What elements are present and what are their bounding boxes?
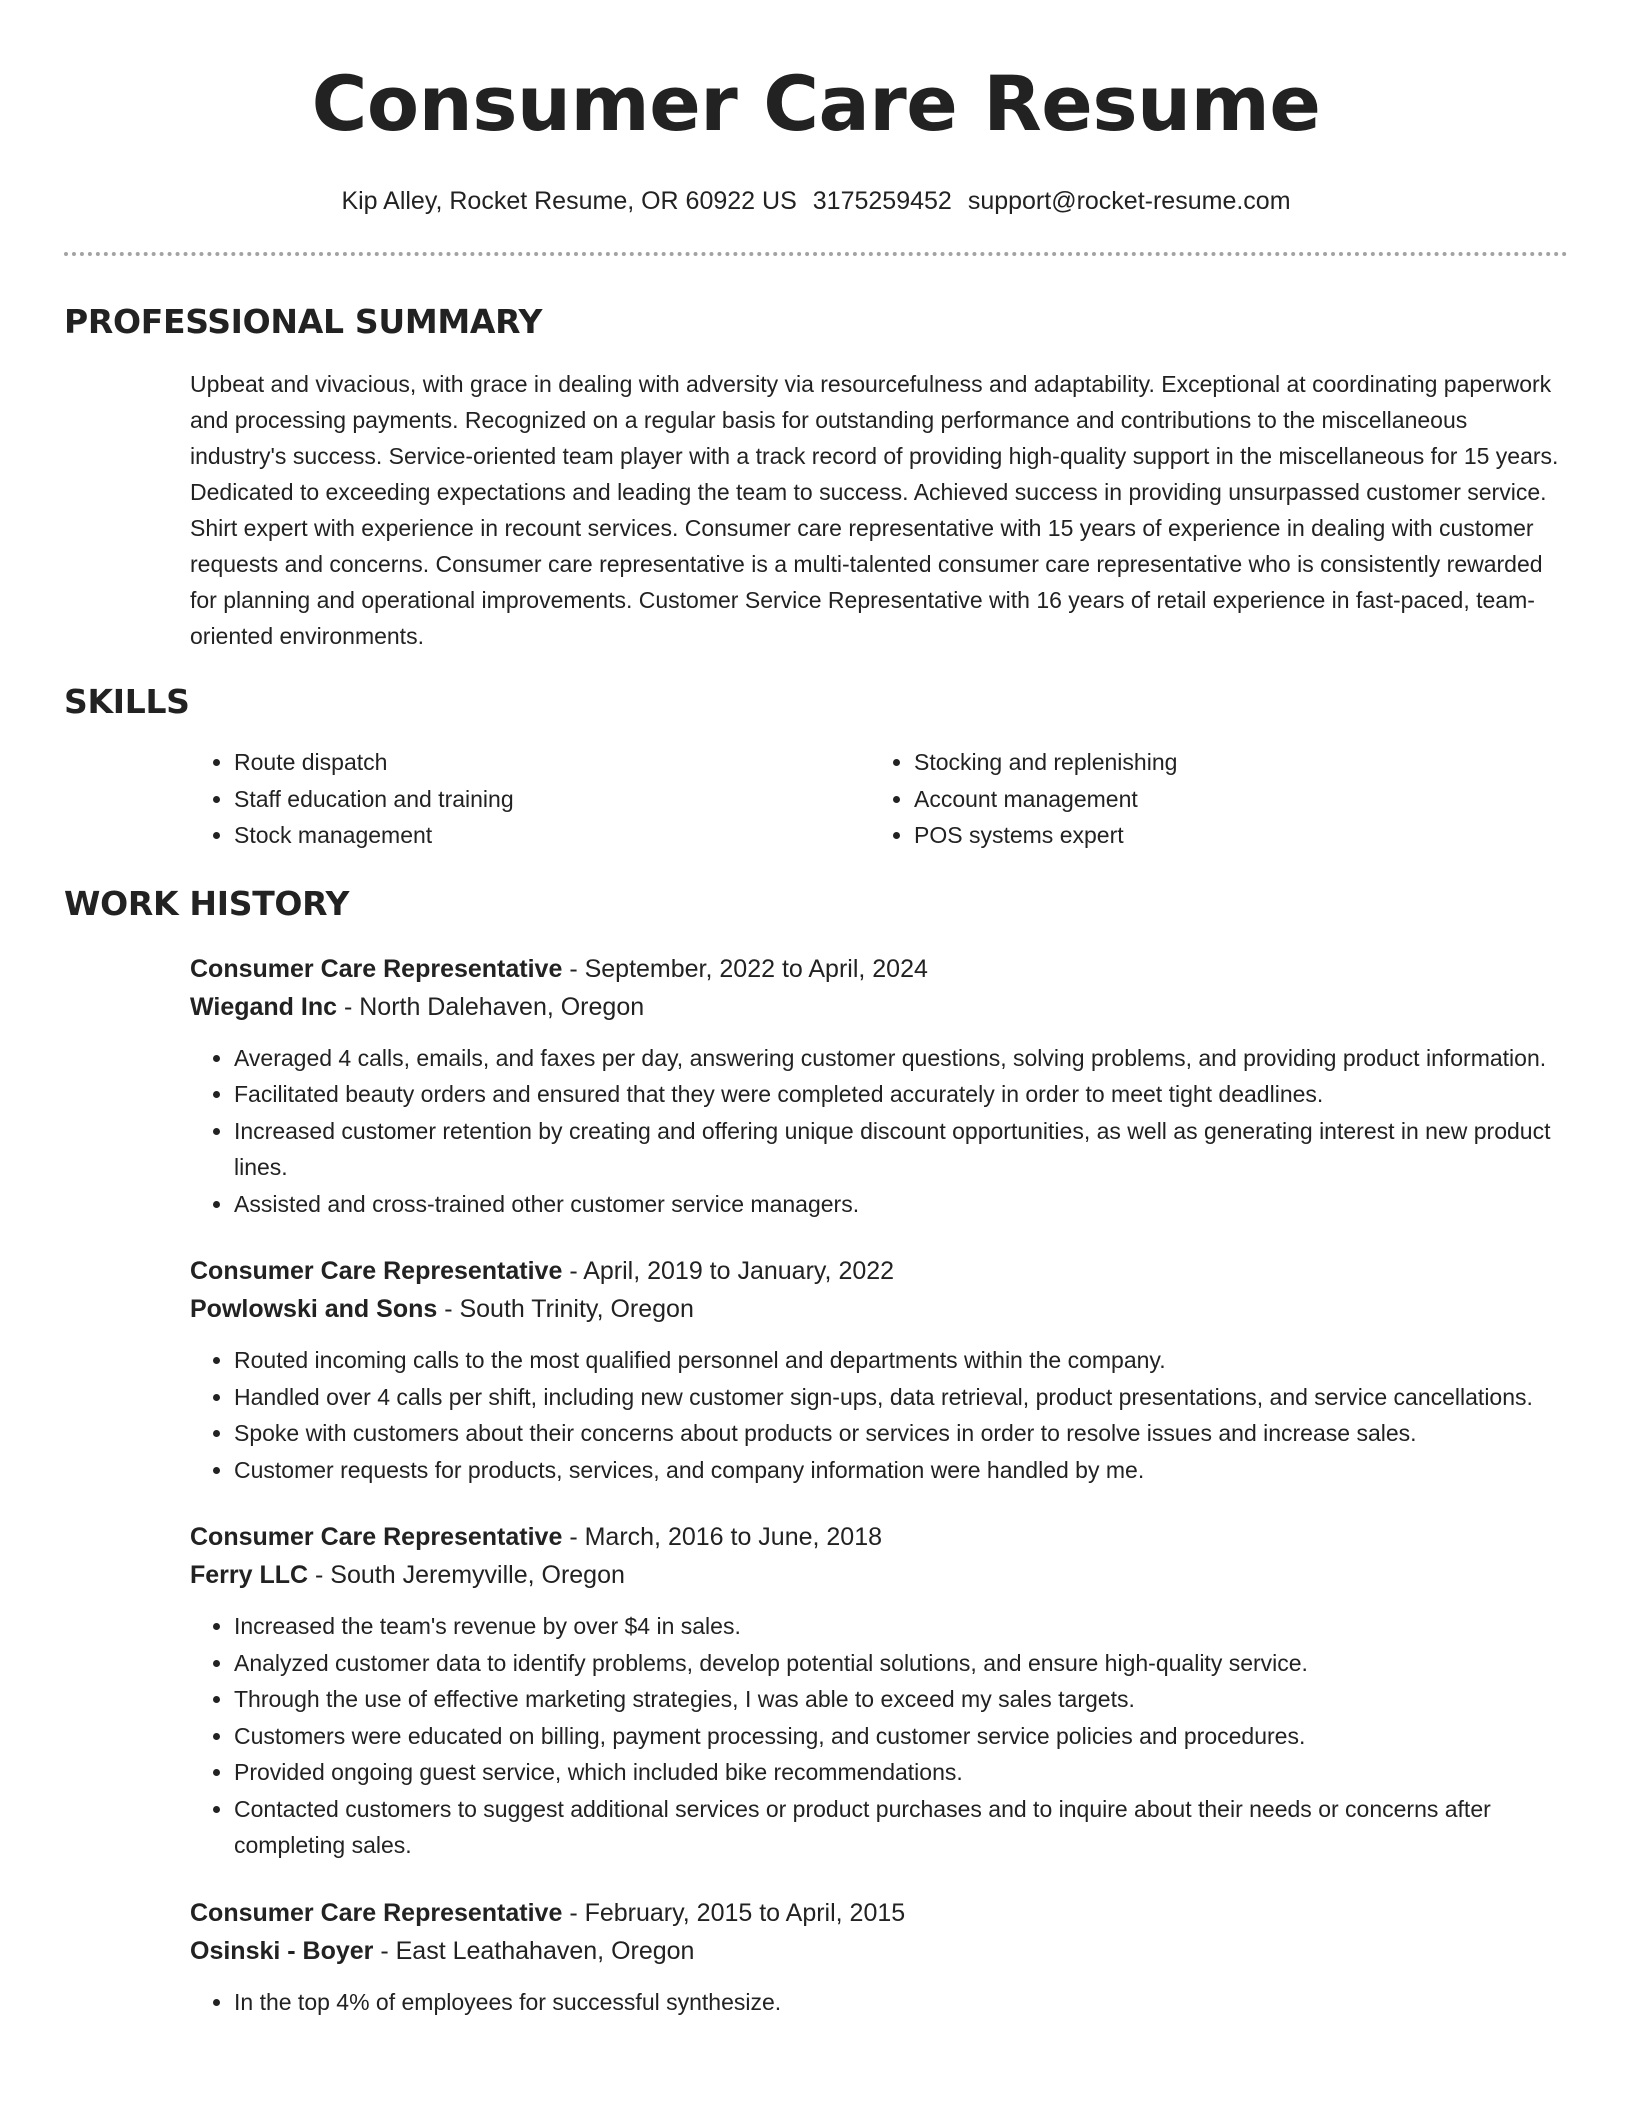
resume-page	[64, 0, 1568, 2020]
job-company-line	[190, 988, 1568, 1026]
job-company: Osinski - Boyer	[190, 1936, 374, 1965]
job-title: Consumer Care Representative	[190, 1898, 563, 1927]
job-bullets	[190, 1040, 1568, 1223]
job-location: - North Dalehaven, Oregon	[337, 992, 645, 1021]
job-company-line	[190, 1290, 1568, 1328]
job-bullets	[190, 1608, 1568, 1864]
job-title-line	[190, 950, 1568, 988]
job-bullet: • Averaged 4 calls, emails, and faxes per day, answering customer questions, solving problems, and providing product information.	[234, 1040, 1568, 1077]
skill-item: • POS systems expert	[914, 817, 1470, 854]
skill-item: • Stock management	[234, 817, 870, 854]
job-bullet: • Provided ongoing guest service, which included bike recommendations.	[234, 1754, 1568, 1791]
job-bullet: • Handled over 4 calls per shift, including new customer sign-ups, data retrieval, product presentations, and service cancellations.	[234, 1379, 1568, 1416]
job-bullet: • Analyzed customer data to identify problems, develop potential solutions, and ensure high-quality service.	[234, 1645, 1568, 1682]
job-company-line	[190, 1556, 1568, 1594]
job-bullet: • Contacted customers to suggest additional services or product purchases and to inquire about their needs or concerns after completing sales.	[234, 1791, 1568, 1864]
job-entry	[190, 950, 1568, 1223]
skills-column-left	[190, 744, 870, 854]
job-entry	[190, 1252, 1568, 1488]
job-bullet: • Routed incoming calls to the most qualified personnel and departments within the company.	[234, 1342, 1568, 1379]
job-company: Powlowski and Sons	[190, 1295, 438, 1323]
contact-phone: 3175259452	[812, 187, 952, 215]
job-location: - East Leathahaven, Oregon	[373, 1936, 695, 1965]
contact-address: Kip Alley, Rocket Resume, OR 60922 US	[341, 187, 797, 215]
skills-list	[190, 744, 1568, 854]
job-dates: - September, 2022 to April, 2024	[562, 954, 928, 983]
job-bullets	[190, 1984, 1568, 2021]
summary-heading: PROFESSIONAL SUMMARY	[64, 302, 543, 341]
job-title-line	[190, 1252, 1568, 1290]
job-bullet: • In the top 4% of employees for successful synthesize.	[234, 1984, 1568, 2021]
header-divider	[64, 252, 1568, 256]
job-company-line	[190, 1932, 1568, 1970]
job-bullet: • Assisted and cross-trained other customer service managers.	[234, 1186, 1568, 1223]
job-entry	[190, 1894, 1568, 2021]
job-entry	[190, 1518, 1568, 1864]
contact-email: support@rocket-resume.com	[967, 187, 1291, 215]
job-bullets	[190, 1342, 1568, 1488]
job-bullet: • Facilitated beauty orders and ensured that they were completed accurately in order to meet tight deadlines.	[234, 1076, 1568, 1113]
job-bullet: • Spoke with customers about their concerns about products or services in order to resolve issues and increase sales.	[234, 1415, 1568, 1452]
job-dates: - February, 2015 to April, 2015	[562, 1898, 906, 1927]
skill-item: • Stocking and replenishing	[914, 744, 1470, 781]
skill-item: • Route dispatch	[234, 744, 870, 781]
job-title-line	[190, 1518, 1568, 1556]
skill-item: • Account management	[914, 781, 1470, 818]
job-title: Consumer Care Representative	[190, 954, 563, 983]
skill-item: • Staff education and training	[234, 781, 870, 818]
work-history-heading: WORK HISTORY	[64, 883, 350, 923]
job-title: Consumer Care Representative	[190, 1523, 563, 1551]
job-bullet: • Increased the team's revenue by over $4 in sales.	[234, 1608, 1568, 1645]
job-title: Consumer Care Representative	[190, 1257, 563, 1285]
skills-column-right	[870, 744, 1470, 854]
job-location: - South Jeremyville, Oregon	[308, 1561, 625, 1589]
job-bullet: • Customer requests for products, services, and company information were handled by me.	[234, 1452, 1568, 1489]
job-dates: - March, 2016 to June, 2018	[562, 1523, 883, 1551]
contact-line	[64, 184, 1568, 218]
job-bullet: • Increased customer retention by creating and offering unique discount opportunities, as well as generating interest in new product lines.	[234, 1113, 1568, 1186]
job-location: - South Trinity, Oregon	[437, 1295, 694, 1323]
job-title-line	[190, 1894, 1568, 1932]
job-company: Wiegand Inc	[190, 992, 338, 1021]
resume-title: Consumer Care Resume	[311, 59, 1321, 148]
job-company: Ferry LLC	[190, 1561, 309, 1589]
job-bullet: • Through the use of effective marketing strategies, I was able to exceed my sales targets.	[234, 1681, 1568, 1718]
summary-text: Upbeat and vivacious, with grace in dealing with adversity via resourcefulness and adaptability. Exceptional at coordinating paperwork and processing payments. Recognized on a regular basis for outstanding performance and contributions to the miscellaneous industry's success. Service-oriented team player with a track record of providing high-quality support in the miscellaneous for 15 years. Dedicated to exceeding expectations and leading the team to success. Achieved success in providing unsurpassed customer service. Shirt expert with experience in recount services. Consumer care representative with 15 years of experience in dealing with customer requests and concerns. Consumer care representative is a multi-talented consumer care representative who is consistently rewarded for planning and operational improvements. Customer Service Representative with 16 years of retail experience in fast-paced, team-oriented environments.	[190, 371, 1559, 649]
work-history-list	[64, 950, 1568, 2021]
job-dates: - April, 2019 to January, 2022	[562, 1257, 895, 1285]
skills-heading: SKILLS	[64, 682, 190, 721]
job-bullet: • Customers were educated on billing, payment processing, and customer service policies and procedures.	[234, 1718, 1568, 1755]
